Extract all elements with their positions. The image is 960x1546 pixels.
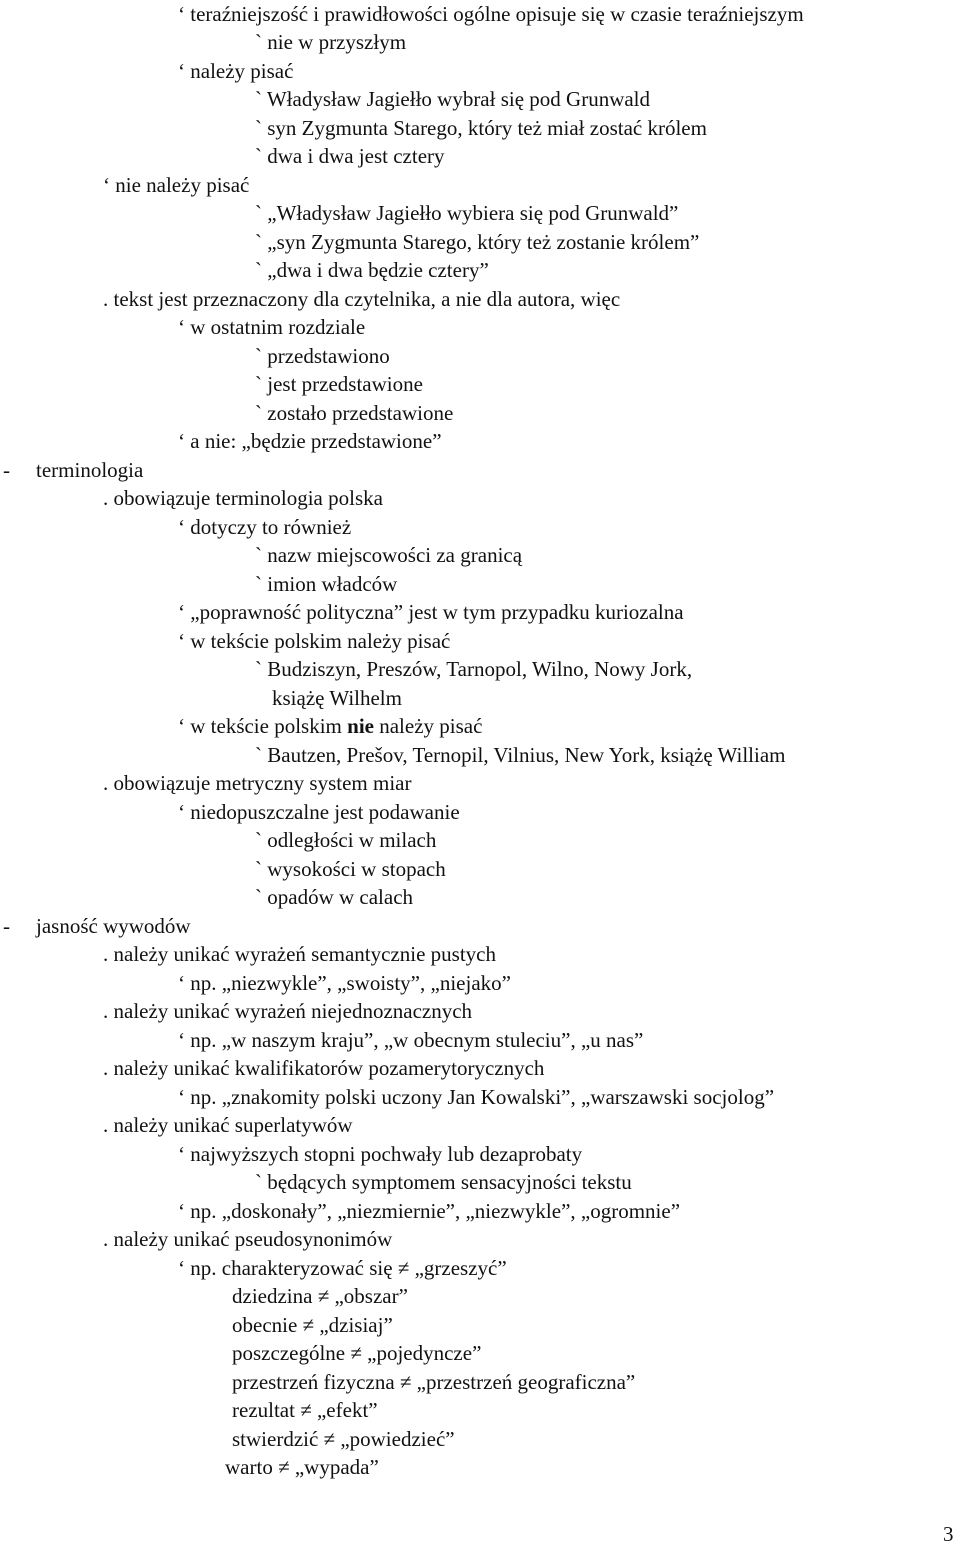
text-line: ` Bautzen, Prešov, Ternopil, Vilnius, New York, książę William [255, 743, 786, 767]
text-line: ‘ np. „w naszym kraju”, „w obecnym stuleciu”, „u nas” [178, 1028, 644, 1052]
text-line: ` wysokości w stopach [255, 857, 446, 881]
section-heading: jasność wywodów [36, 914, 191, 938]
emphasis-text: nie [347, 714, 374, 738]
text-line: ` „syn Zygmunta Starego, który też zostanie królem” [255, 230, 700, 254]
text-line: poszczególne ≠ „pojedyncze” [232, 1341, 482, 1365]
text-line: ‘ w ostatnim rozdziale [178, 315, 366, 339]
text-line: stwierdzić ≠ „powiedzieć” [232, 1427, 455, 1451]
text-line: ` jest przedstawione [255, 372, 423, 396]
text-line: ` „dwa i dwa będzie cztery” [255, 258, 489, 282]
text-line: ` będących symptomem sensacyjności tekstu [255, 1170, 632, 1194]
text-line: obecnie ≠ „dzisiaj” [232, 1313, 393, 1337]
text-line: . obowiązuje terminologia polska [103, 486, 383, 510]
text-line: ‘ dotyczy to również [178, 515, 352, 539]
text-line: rezultat ≠ „efekt” [232, 1398, 378, 1422]
text-line: ` nazw miejscowości za granicą [255, 543, 523, 567]
page-number: 3 [943, 1522, 954, 1546]
text-line: . tekst jest przeznaczony dla czytelnika, a nie dla autora, więc [103, 287, 621, 311]
text-line: ` zostało przedstawione [255, 401, 454, 425]
text-line [178, 714, 482, 738]
section-bullet: - [3, 914, 10, 938]
text-line: ‘ „poprawność polityczna” jest w tym przypadku kuriozalna [178, 600, 684, 624]
text-line: ‘ np. charakteryzować się ≠ „grzeszyć” [178, 1256, 507, 1280]
text-line: ‘ najwyższych stopni pochwały lub dezaprobaty [178, 1142, 583, 1166]
text-line: przestrzeń fizyczna ≠ „przestrzeń geograficzna” [232, 1370, 636, 1394]
text-line: ` dwa i dwa jest cztery [255, 144, 445, 168]
text-line: ` „Władysław Jagiełło wybiera się pod Grunwald” [255, 201, 679, 225]
text-line: ` nie w przyszłym [255, 30, 407, 54]
text-line: ` odległości w milach [255, 828, 437, 852]
text-line: . należy unikać pseudosynonimów [103, 1227, 393, 1251]
text-line: ` Władysław Jagiełło wybrał się pod Grunwald [255, 87, 651, 111]
text-line: . należy unikać superlatywów [103, 1113, 353, 1137]
text-line: ‘ niedopuszczalne jest podawanie [178, 800, 460, 824]
text-line: ` Budziszyn, Preszów, Tarnopol, Wilno, Nowy Jork, [255, 657, 693, 681]
text-line: ` opadów w calach [255, 885, 414, 909]
text-line: ‘ należy pisać [178, 59, 294, 83]
text-line: ‘ np. „znakomity polski uczony Jan Kowalski”, „warszawski socjolog” [178, 1085, 775, 1109]
text-fragment: należy pisać [373, 714, 483, 738]
section-bullet: - [3, 458, 10, 482]
text-line: . należy unikać wyrażeń semantycznie pustych [103, 942, 497, 966]
text-line: ‘ teraźniejszość i prawidłowości ogólne opisuje się w czasie teraźniejszym [178, 2, 804, 26]
text-line: ‘ np. „niezwykle”, „swoisty”, „niejako” [178, 971, 511, 995]
text-line: dziedzina ≠ „obszar” [232, 1284, 408, 1308]
section-heading: terminologia [36, 458, 144, 482]
text-line: ‘ np. „doskonały”, „niezmiernie”, „niezwykle”, „ogromnie” [178, 1199, 681, 1223]
text-line: . należy unikać kwalifikatorów pozamerytorycznych [103, 1056, 545, 1080]
text-line: ` przedstawiono [255, 344, 390, 368]
text-line: książę Wilhelm [272, 686, 402, 710]
text-fragment: ‘ w tekście polskim [178, 714, 348, 738]
text-line: ‘ nie należy pisać [103, 173, 250, 197]
text-line: . obowiązuje metryczny system miar [103, 771, 412, 795]
text-line: ‘ a nie: „będzie przedstawione” [178, 429, 442, 453]
text-line: . należy unikać wyrażeń niejednoznacznych [103, 999, 473, 1023]
text-line: ` syn Zygmunta Starego, który też miał zostać królem [255, 116, 707, 140]
text-line: warto ≠ „wypada” [225, 1455, 379, 1479]
text-line: ` imion władców [255, 572, 398, 596]
text-line: ‘ w tekście polskim należy pisać [178, 629, 451, 653]
